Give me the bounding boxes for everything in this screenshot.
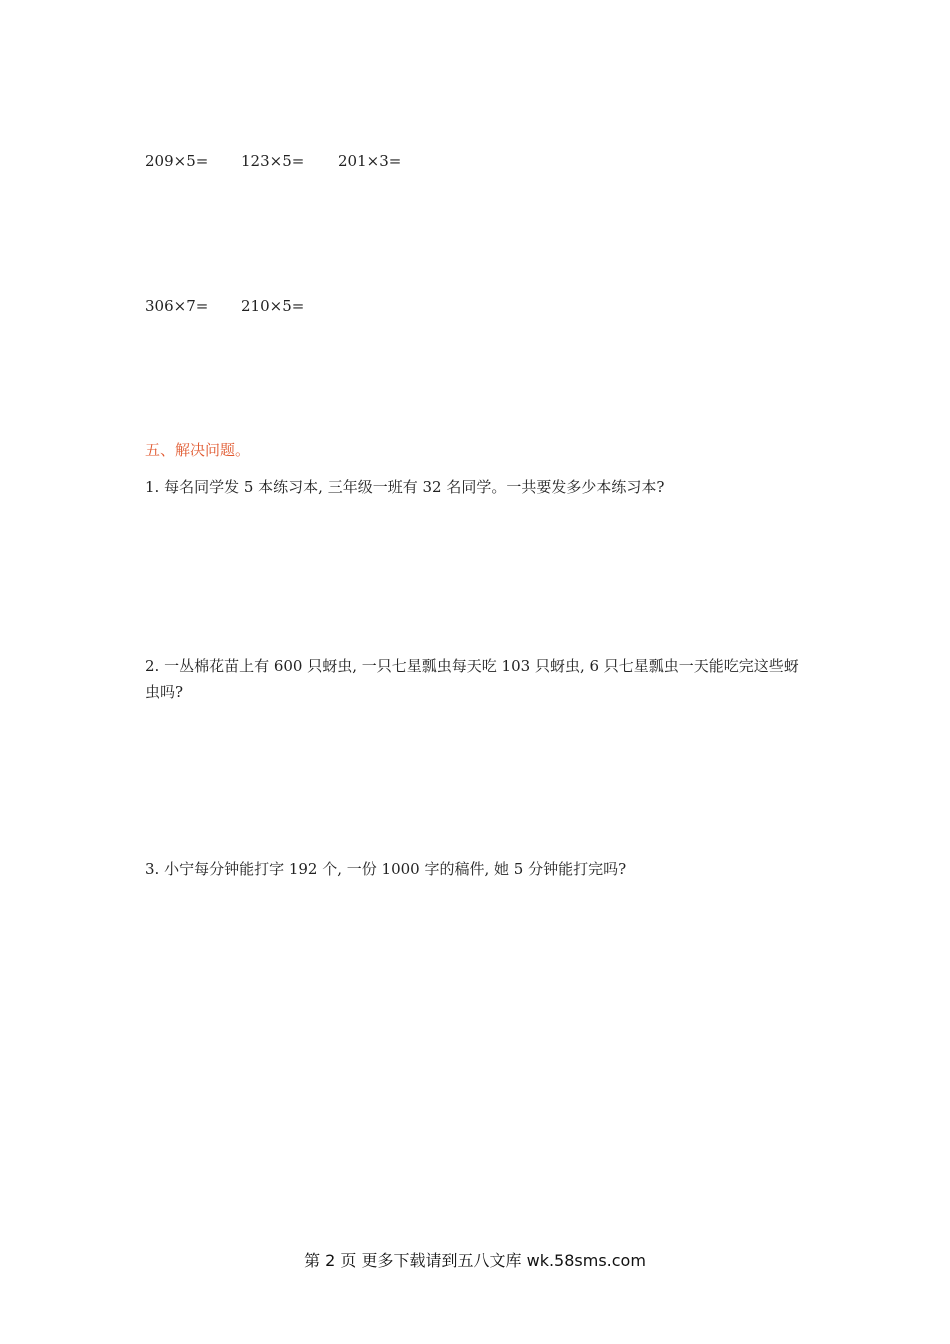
page-footer: 第 2 页 更多下载请到五八文库 wk.58sms.com bbox=[304, 1251, 646, 1270]
calc-row-1 bbox=[145, 148, 401, 174]
calc-item: 210×5= bbox=[241, 297, 305, 315]
problem-1: 1. 每名同学发 5 本练习本, 三年级一班有 32 名同学。一共要发多少本练习本? bbox=[145, 478, 665, 496]
calc-item: 306×7= bbox=[145, 297, 209, 315]
calc-item: 209×5= bbox=[145, 152, 209, 170]
section-title: 五、解决问题。 bbox=[145, 441, 251, 459]
problem-2: 2. 一丛棉花苗上有 600 只蚜虫, 一只七星瓢虫每天吃 103 只蚜虫, 6 只七星瓢虫一天能吃完这些蚜虫吗? bbox=[145, 657, 799, 701]
problem-3: 3. 小宁每分钟能打字 192 个, 一份 1000 字的稿件, 她 5 分钟能打完吗? bbox=[145, 860, 627, 878]
calc-row-2 bbox=[145, 293, 304, 319]
calc-item: 201×3= bbox=[338, 152, 402, 170]
calc-item: 123×5= bbox=[241, 152, 305, 170]
